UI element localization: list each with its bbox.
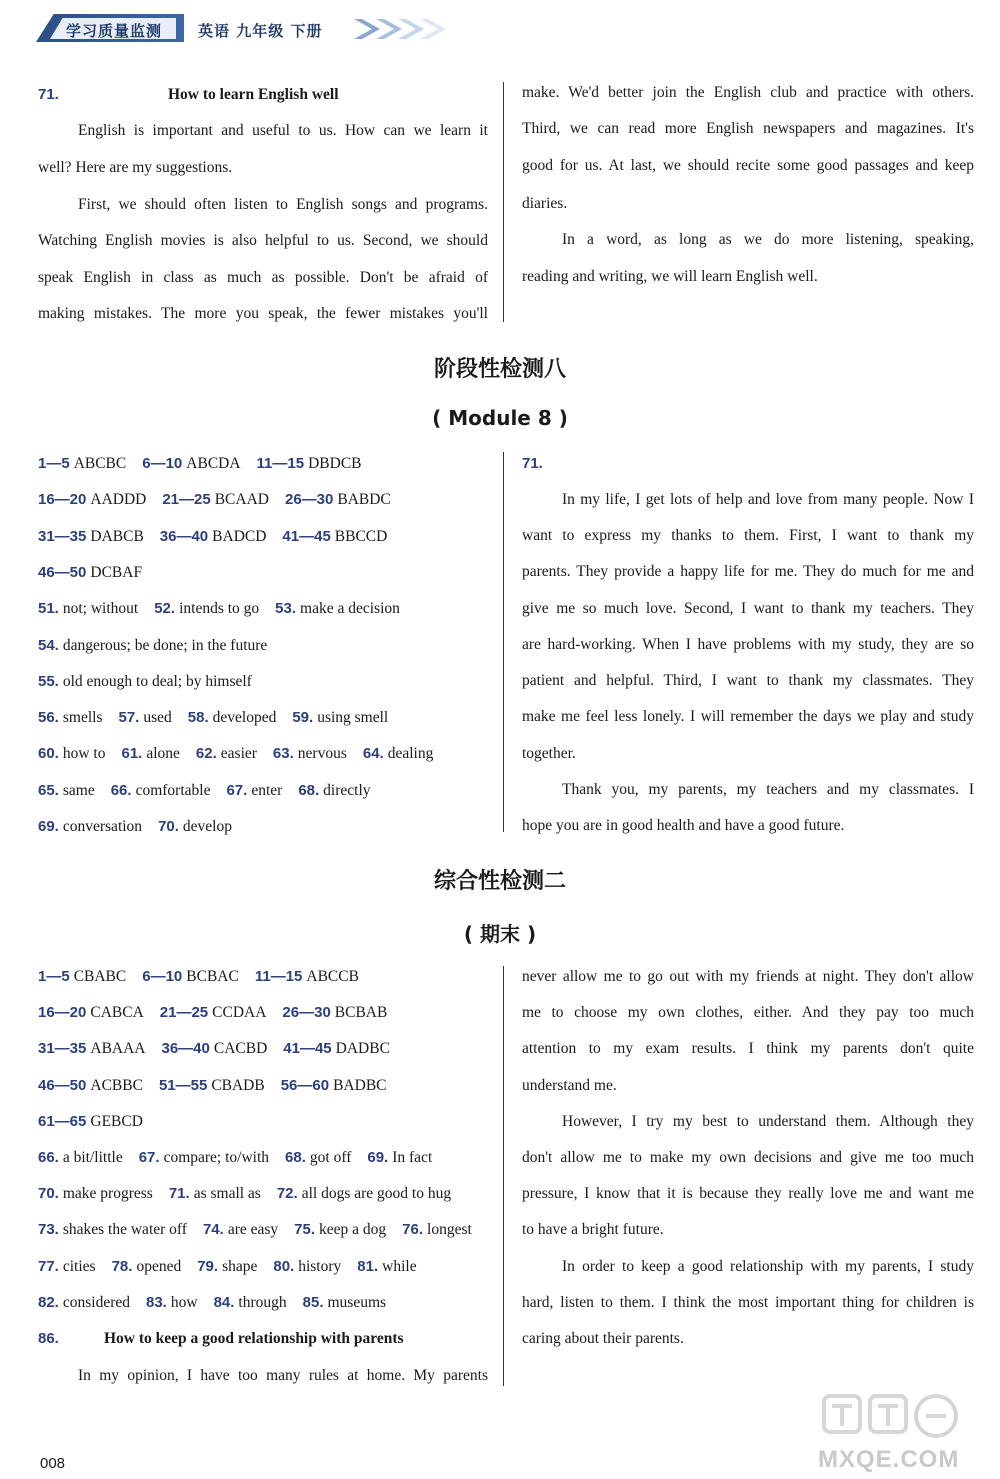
answer-item: [139, 1149, 269, 1166]
answer-text: through: [238, 1293, 287, 1311]
answer-item: [160, 528, 267, 545]
answer-row: [38, 673, 268, 691]
answer-item: [38, 1258, 96, 1275]
answer-text: CACBD: [213, 1040, 268, 1058]
answer-item: [282, 528, 387, 545]
column-divider-1: [503, 82, 504, 322]
essay-title: How to keep a good relationship with parents: [104, 1330, 404, 1347]
answer-item: [38, 564, 142, 581]
question-number: 85.: [302, 1293, 324, 1311]
question-number: 16—20: [38, 491, 87, 509]
answer-text: ABCCB: [306, 968, 359, 985]
answer-text: dealing: [387, 745, 434, 763]
question-number: 60.: [38, 745, 59, 763]
question-number: 78.: [111, 1257, 133, 1275]
answer-item: [277, 1185, 451, 1202]
question-number: 16—20: [38, 1004, 87, 1022]
answer-item: [162, 491, 269, 508]
answer-text: ABAAA: [90, 1040, 146, 1058]
question-number: 21—25: [162, 491, 211, 509]
question-number: 76.: [402, 1221, 424, 1239]
answer-row: [38, 528, 403, 546]
essay-line: are hard-working. When I have problems with my study, they are so: [522, 636, 974, 653]
answer-item: [303, 1294, 386, 1311]
question-number: 59.: [292, 709, 314, 727]
answer-item: [255, 968, 359, 985]
question-number: 74.: [202, 1221, 224, 1239]
question-number: 51.: [38, 600, 59, 618]
answer-text: CCDAA: [212, 1004, 267, 1022]
essay-line: together.: [522, 745, 576, 762]
question-number: 36—40: [161, 1040, 210, 1058]
essay-line: English is important and useful to us. How can we learn it: [78, 122, 488, 139]
essay-line: well? Here are my suggestions.: [38, 159, 233, 176]
question-number: 46—50: [38, 1076, 87, 1094]
answer-text: BADBC: [333, 1076, 387, 1094]
answer-text: GEBCD: [90, 1112, 143, 1130]
watermark-text: MXQE.COM: [818, 1446, 960, 1473]
question-number: 72.: [276, 1185, 298, 1203]
chevrons-icon: [354, 16, 454, 42]
essay-number: 71.: [522, 455, 543, 472]
answer-text: while: [382, 1257, 417, 1275]
essay-line: hard, listen to them. I think the most important thing for children is: [522, 1294, 974, 1311]
answer-text: smells: [62, 709, 103, 727]
question-number: 63.: [272, 745, 294, 763]
answer-item: [38, 491, 146, 508]
page-header: [36, 14, 436, 44]
answer-item: [38, 1040, 146, 1057]
question-number: 77.: [38, 1257, 59, 1275]
answer-item: [38, 1149, 123, 1166]
essay-number: 86.: [38, 1330, 59, 1347]
answer-item: [38, 745, 105, 762]
answer-text: ACBBC: [90, 1076, 143, 1094]
question-number: 52.: [154, 600, 176, 618]
page-number: 008: [40, 1455, 66, 1472]
answer-item: [111, 782, 211, 799]
question-number: 11—15: [254, 968, 303, 985]
answer-text: BABDC: [337, 491, 391, 509]
question-number: 80.: [273, 1257, 295, 1275]
answer-item: [158, 818, 232, 835]
answer-text: BBCCD: [334, 527, 388, 545]
essay-line: never allow me to go out with my friends at night. They don't allow: [522, 968, 974, 985]
essay-line: good for us. At last, we should recite some good passages and keep: [522, 157, 974, 174]
answer-item: [169, 1185, 261, 1202]
essay-line: me to choose my own clothes, either. And they pay too much: [522, 1004, 974, 1021]
essay-line: In a word, as long as we do more listening, speaking,: [562, 231, 974, 248]
answer-text: enter: [251, 781, 283, 799]
essay-line: reading and writing, we will learn English well.: [522, 268, 818, 285]
essay-line: diaries.: [522, 195, 568, 212]
answer-item: [38, 1294, 130, 1311]
question-number: 66.: [38, 1149, 59, 1166]
essay-title: How to learn English well: [168, 86, 339, 103]
essay-line: make me feel less lonely. I will remember the days we play and study: [522, 708, 974, 725]
answer-text: using smell: [317, 709, 389, 727]
essay-line: attention to my exam results. I think my parents don't quite: [522, 1040, 974, 1057]
question-number: 46—50: [38, 563, 87, 581]
question-number: 70.: [158, 818, 179, 835]
essay-line: patient and helpful. Third, I want to thank my classmates. They: [522, 672, 974, 689]
question-number: 41—45: [282, 527, 331, 545]
answer-item: [188, 709, 277, 726]
answer-item: [162, 1040, 268, 1057]
answer-text: In fact: [392, 1149, 433, 1166]
answer-item: [197, 1258, 257, 1275]
answer-text: a bit/little: [62, 1149, 123, 1166]
answer-text: same: [62, 781, 95, 799]
answer-row: [38, 564, 158, 582]
answer-text: how to: [62, 745, 106, 763]
section-subtitle: ( Module 8 ): [432, 406, 568, 430]
answer-item: [159, 1077, 265, 1094]
question-number: 1—5: [38, 455, 70, 472]
question-number: 84.: [213, 1293, 235, 1311]
question-number: 71.: [168, 1185, 190, 1203]
essay-line: caring about their parents.: [522, 1330, 684, 1347]
answer-row: [38, 1149, 448, 1167]
answer-item: [38, 782, 95, 799]
answer-item: [196, 745, 257, 762]
essay-line: Watching English movies is also helpful to us. Second, we should: [38, 232, 488, 249]
question-number: 81.: [357, 1257, 379, 1275]
answer-row: [38, 1040, 406, 1058]
essay-line: don't allow me to make my own decisions and give me too much: [522, 1149, 974, 1166]
answer-text: CABCA: [90, 1004, 144, 1022]
header-label: 学习质量监测: [66, 22, 163, 40]
answer-row: [38, 709, 404, 727]
answer-row: [38, 1258, 433, 1276]
answer-item: [402, 1221, 472, 1238]
question-number: 64.: [362, 745, 384, 763]
answer-text: compare; to/with: [163, 1149, 270, 1166]
answer-item: [285, 491, 391, 508]
question-number: 79.: [197, 1257, 219, 1275]
section-title: 综合性检测二: [433, 869, 566, 894]
question-number: 31—35: [38, 1040, 87, 1058]
answer-text: keep a dog: [319, 1221, 387, 1239]
question-number: 56—60: [280, 1076, 330, 1094]
answer-item: [112, 1258, 182, 1275]
answer-text: AADDD: [90, 491, 147, 509]
answer-text: develop: [182, 818, 232, 835]
answer-text: CBADB: [211, 1076, 265, 1094]
answer-row: [38, 455, 378, 473]
answer-text: as small as: [193, 1185, 261, 1203]
answer-row: [38, 745, 449, 763]
answer-text: comfortable: [135, 781, 211, 799]
answer-item: [285, 1149, 351, 1166]
question-number: 26—30: [284, 491, 334, 509]
answer-text: not; without: [62, 600, 139, 618]
question-number: 69.: [367, 1149, 389, 1166]
essay-line: In order to keep a good relationship with my parents, I study: [562, 1258, 974, 1275]
question-number: 11—15: [256, 455, 305, 472]
question-number: 6—10: [142, 455, 183, 472]
answer-item: [118, 709, 171, 726]
answer-row: [38, 1185, 467, 1203]
header-subject: 英语 九年级 下册: [198, 22, 323, 40]
answer-text: all dogs are good to hug: [301, 1185, 452, 1203]
question-number: 68.: [298, 781, 320, 799]
question-number: 61—65: [38, 1112, 87, 1130]
answer-row: [38, 1113, 159, 1131]
answer-text: make a decision: [300, 600, 400, 618]
essay-line: speak English in class as much as possible. Don't be afraid of: [38, 269, 488, 286]
answer-item: [363, 745, 433, 762]
question-number: 66.: [110, 781, 132, 799]
essay-line: Thank you, my parents, my teachers and my classmates. I: [562, 781, 974, 798]
answer-item: [273, 1258, 341, 1275]
answer-item: [38, 968, 126, 985]
question-number: 1—5: [38, 968, 70, 985]
question-number: 57.: [118, 709, 140, 727]
answer-row: [38, 1221, 488, 1239]
answer-item: [38, 637, 267, 654]
question-number: 65.: [38, 781, 59, 799]
answer-row: [38, 782, 387, 800]
question-number: 53.: [275, 600, 297, 618]
question-number: 83.: [146, 1293, 167, 1311]
answer-item: [38, 528, 144, 545]
answer-text: are easy: [227, 1221, 279, 1239]
answer-text: BCBAB: [334, 1004, 388, 1022]
answer-item: [38, 709, 102, 726]
question-number: 67.: [226, 781, 248, 799]
answer-row: [38, 600, 416, 618]
answer-item: [282, 1004, 387, 1021]
question-number: 56.: [38, 709, 59, 727]
essay-line: pressure, I know that it is because they really love me and want me: [522, 1185, 974, 1202]
answer-text: intends to go: [179, 600, 260, 618]
answer-text: BADCD: [212, 527, 267, 545]
answer-text: how: [170, 1293, 198, 1311]
answer-text: old enough to deal; by himself: [62, 672, 252, 690]
question-number: 6—10: [142, 968, 183, 985]
answer-text: shape: [222, 1257, 258, 1275]
question-number: 67.: [138, 1149, 160, 1166]
answer-item: [214, 1294, 287, 1311]
answer-text: got off: [309, 1149, 352, 1166]
essay-line: Third, we can read more English newspapers and magazines. It's: [522, 120, 974, 137]
question-number: 62.: [195, 745, 217, 763]
answer-item: [357, 1258, 416, 1275]
essay-line: want to express my thanks to them. First, I want to thank my: [522, 527, 974, 544]
column-divider-2: [503, 452, 504, 832]
question-number: 55.: [38, 672, 59, 690]
answer-item: [146, 1294, 198, 1311]
answer-text: developed: [212, 709, 277, 727]
question-number: 73.: [38, 1221, 59, 1239]
answer-text: ABCBC: [73, 455, 127, 472]
answer-row: [38, 491, 407, 509]
answer-text: make progress: [62, 1185, 153, 1203]
question-number: 82.: [38, 1293, 59, 1311]
answer-text: CBABC: [73, 968, 127, 985]
essay-line: parents. They provide a happy life for me. They do much for me and: [522, 563, 974, 580]
answer-item: [298, 782, 370, 799]
answer-text: museums: [327, 1293, 387, 1311]
answer-text: shakes the water off: [62, 1221, 187, 1239]
question-number: 51—55: [158, 1076, 208, 1094]
essay-line: make. We'd better join the English club and practice with others.: [522, 84, 974, 101]
essay-line: First, we should often listen to English songs and programs.: [78, 196, 488, 213]
section-subtitle: ( 期末 ): [463, 922, 537, 946]
answer-text: DABCB: [90, 527, 144, 545]
question-number: 75.: [294, 1221, 316, 1239]
column-divider-3: [503, 966, 504, 1386]
answer-item: [275, 600, 400, 617]
essay-number: 71.: [38, 86, 59, 103]
answer-text: DCBAF: [90, 563, 143, 581]
answer-text: considered: [62, 1293, 130, 1311]
answer-item: [38, 1004, 144, 1021]
answer-item: [281, 1077, 387, 1094]
answer-row: [38, 637, 283, 655]
answer-item: [38, 1185, 153, 1202]
essay-line: In my life, I get lots of help and love from many people. Now I: [562, 491, 974, 508]
essay-line: hope you are in good health and have a good future.: [522, 817, 845, 834]
answer-row: [38, 1004, 403, 1022]
answer-item: [38, 1077, 143, 1094]
answer-item: [226, 782, 282, 799]
question-number: 21—25: [159, 1004, 209, 1022]
essay-line: In my opinion, I have too many rules at home. My parents: [78, 1367, 488, 1384]
answer-text: alone: [146, 745, 180, 763]
answer-item: [283, 1040, 390, 1057]
answer-row: [38, 818, 248, 836]
answer-item: [38, 600, 138, 617]
answer-text: DBDCB: [308, 455, 362, 472]
answer-item: [38, 1113, 143, 1130]
answer-text: BCAAD: [214, 491, 269, 509]
question-number: 41—45: [283, 1040, 332, 1058]
question-number: 70.: [38, 1185, 59, 1203]
answer-item: [273, 745, 347, 762]
question-number: 69.: [38, 818, 59, 835]
answer-text: nervous: [297, 745, 347, 763]
answer-item: [367, 1149, 432, 1166]
question-number: 68.: [285, 1149, 306, 1166]
essay-line: making mistakes. The more you speak, the fewer mistakes you'll: [38, 305, 488, 322]
question-number: 36—40: [159, 527, 209, 545]
question-number: 26—30: [282, 1004, 331, 1022]
answer-item: [38, 818, 142, 835]
question-number: 54.: [38, 636, 59, 654]
answer-text: history: [298, 1257, 342, 1275]
answer-item: [142, 968, 239, 985]
essay-line: give me so much love. Second, I want to thank my teachers. They: [522, 600, 974, 617]
essay-line: to have a bright future.: [522, 1221, 664, 1238]
answer-text: dangerous; be done; in the future: [62, 636, 268, 654]
essay-line: However, I try my best to understand them. Although they: [562, 1113, 974, 1130]
section-title: 阶段性检测八: [433, 357, 566, 382]
answer-text: longest: [427, 1221, 472, 1239]
answer-text: BCBAC: [186, 968, 239, 985]
answer-text: DADBC: [335, 1040, 390, 1058]
answer-item: [203, 1221, 278, 1238]
question-number: 61.: [121, 745, 143, 763]
answer-item: [292, 709, 388, 726]
question-number: 58.: [187, 709, 209, 727]
answer-text: used: [143, 709, 172, 727]
answer-text: directly: [323, 781, 371, 799]
answer-item: [121, 745, 179, 762]
answer-row: [38, 968, 375, 986]
answer-item: [154, 600, 259, 617]
answer-item: [38, 673, 252, 690]
answer-text: opened: [136, 1257, 182, 1275]
essay-line: understand me.: [522, 1077, 617, 1094]
answer-item: [160, 1004, 267, 1021]
answer-text: conversation: [62, 818, 143, 835]
answer-text: ABCDA: [186, 455, 241, 472]
answer-text: easier: [220, 745, 257, 763]
question-number: 31—35: [38, 527, 87, 545]
answer-item: [38, 455, 126, 472]
answer-row: [38, 1294, 402, 1312]
answer-item: [38, 1221, 187, 1238]
answer-item: [142, 455, 240, 472]
answer-text: cities: [62, 1257, 96, 1275]
answer-item: [294, 1221, 386, 1238]
answer-item: [257, 455, 362, 472]
answer-row: [38, 1077, 403, 1095]
